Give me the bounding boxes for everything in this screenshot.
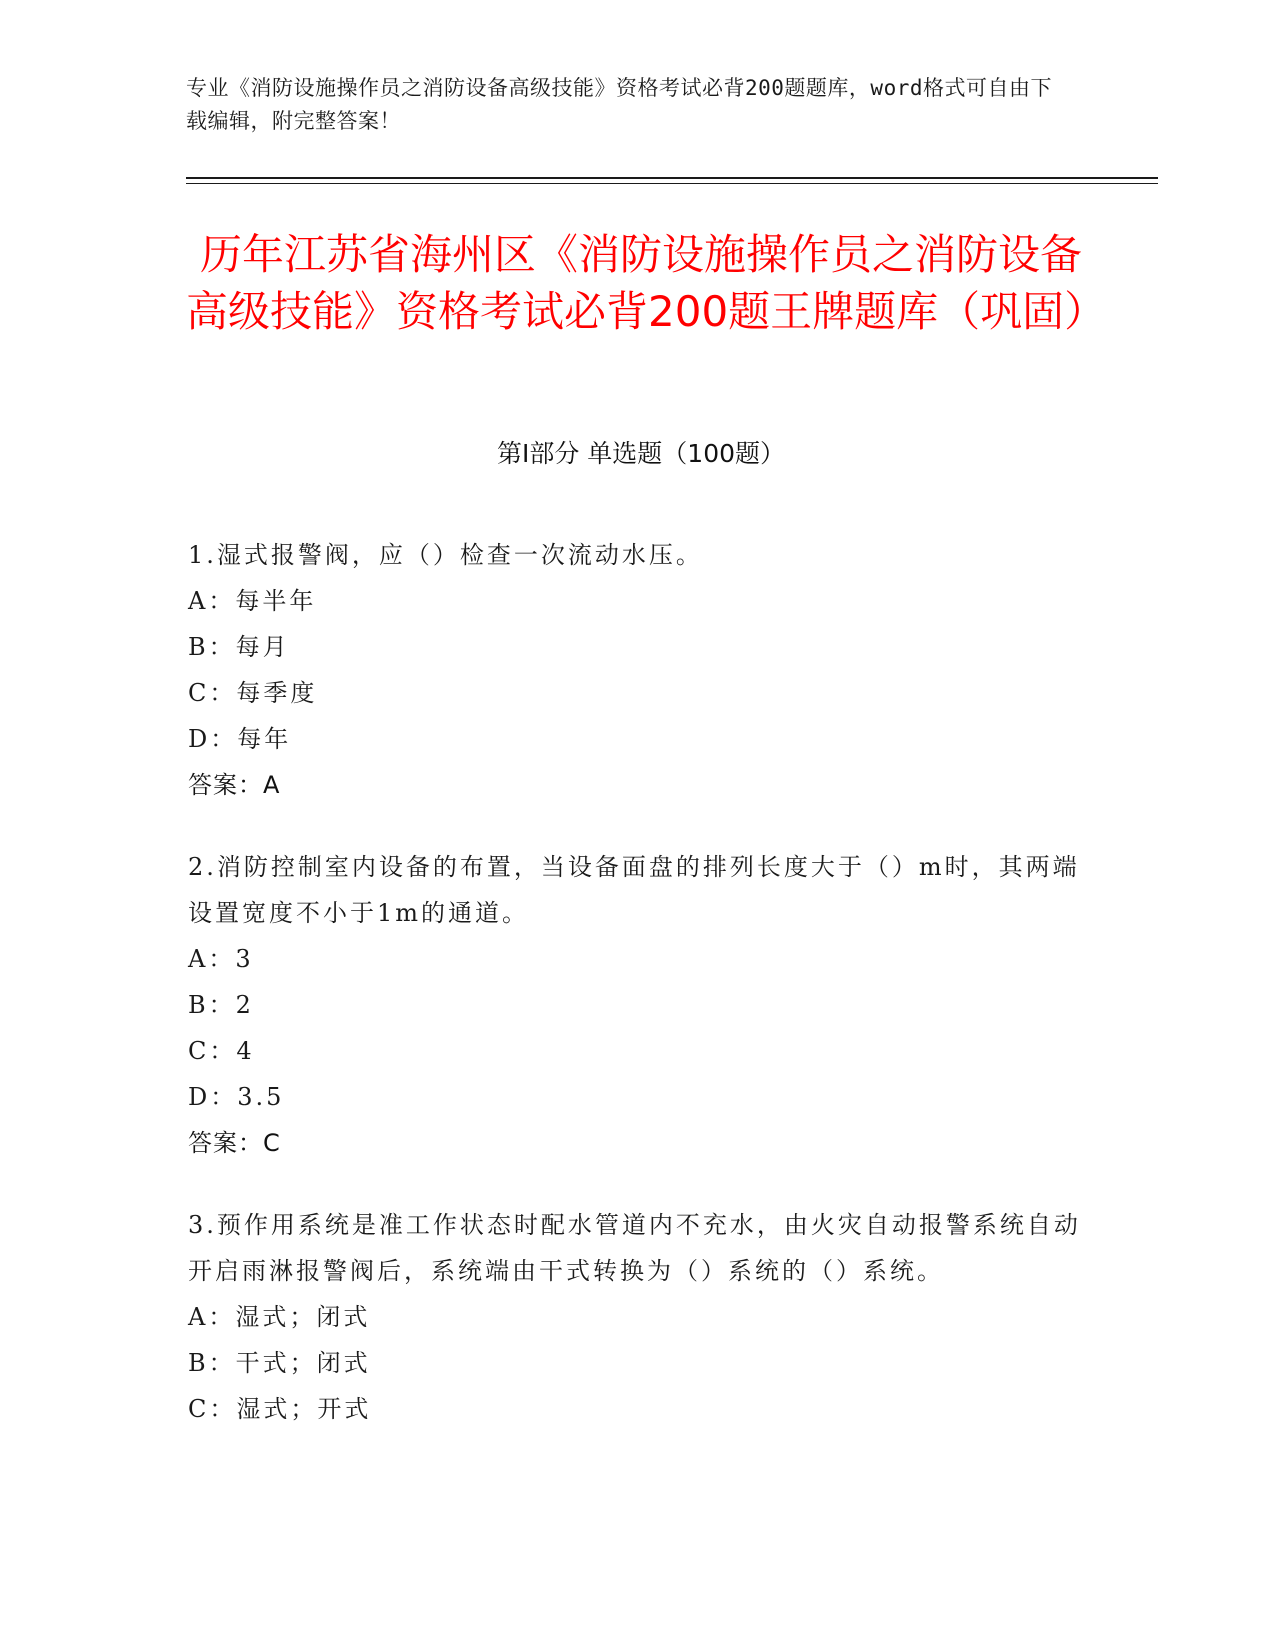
- option-d: D：每年: [188, 725, 292, 753]
- answer-line: 答案：C: [188, 1129, 281, 1157]
- document-title: 历年江苏省海州区《消防设施操作员之消防设备高级技能》资格考试必背200题王牌题库（巩固）: [186, 230, 1107, 336]
- header-note: 专业《消防设施操作员之消防设备高级技能》资格考试必背200题题库，word格式可自由下载编辑，附完整答案！: [186, 76, 1052, 133]
- question-3: [188, 1202, 1088, 1432]
- header-divider: [186, 177, 1158, 179]
- section-heading: 第Ⅰ部分 单选题（100题）: [496, 439, 786, 468]
- question-1: [188, 532, 1088, 808]
- option-a: A：3: [188, 945, 254, 973]
- question-2: [188, 844, 1088, 1166]
- question-stem: 1.湿式报警阀，应（）检查一次流动水压。: [188, 541, 703, 569]
- option-a: A：每半年: [188, 587, 317, 615]
- option-c: C：每季度: [188, 679, 318, 707]
- option-d: D：3.5: [188, 1083, 285, 1111]
- answer-line: 答案：A: [188, 771, 281, 799]
- option-b: B：2: [188, 991, 254, 1019]
- question-stem: 2.消防控制室内设备的布置，当设备面盘的排列长度大于（）m时，其两端设置宽度不小于1m的通道。: [188, 853, 1080, 927]
- option-b: B：每月: [188, 633, 290, 661]
- option-c: C：4: [188, 1037, 255, 1065]
- question-list: [188, 532, 1088, 1468]
- option-c: C：湿式；开式: [188, 1395, 372, 1423]
- header-divider-thin: [186, 183, 1158, 184]
- option-a: A：湿式；闭式: [188, 1303, 371, 1331]
- question-stem: 3.预作用系统是准工作状态时配水管道内不充水，由火灾自动报警系统自动开启雨淋报警阀后，系统端由干式转换为（）系统的（）系统。: [188, 1211, 1081, 1285]
- option-b: B：干式；闭式: [188, 1349, 371, 1377]
